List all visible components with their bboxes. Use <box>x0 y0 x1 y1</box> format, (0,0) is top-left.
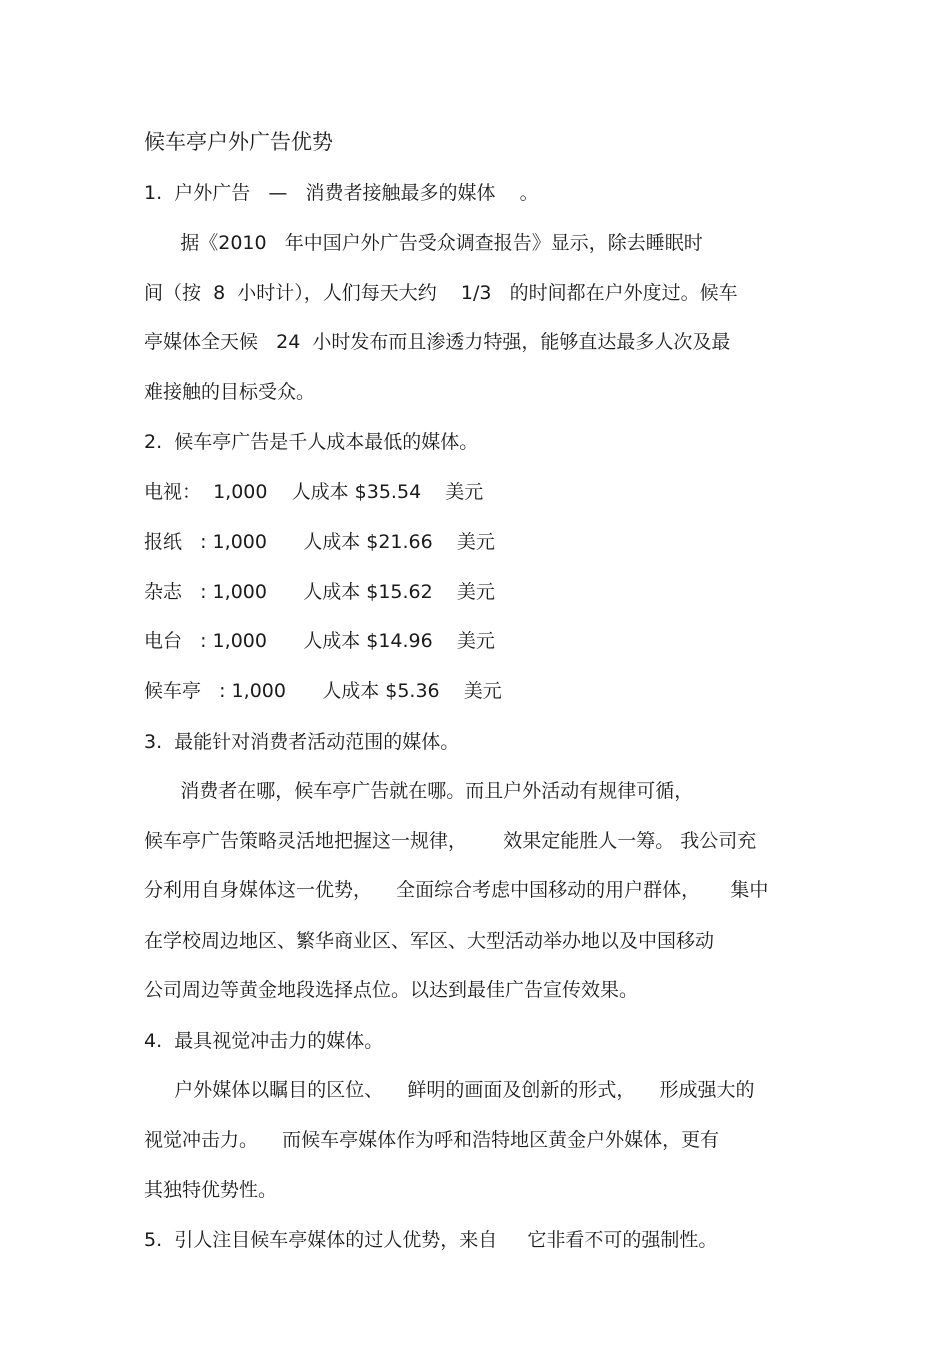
text-line: 2. 候车亭广告是千人成本最低的媒体。 <box>144 431 479 453</box>
text-line: 电台 : 1,000 人成本 $14.96 美元 <box>144 630 495 652</box>
text-line: 4. 最具视觉冲击力的媒体。 <box>144 1030 384 1052</box>
text-line: 电视： 1,000 人成本 $35.54 美元 <box>144 481 484 503</box>
text-line: 5. 引人注目候车亭媒体的过人优势，来自 它非看不可的强制性。 <box>144 1229 718 1251</box>
text-line: 3. 最能针对消费者活动范围的媒体。 <box>144 731 460 753</box>
text-line: 难接触的目标受众。 <box>144 381 316 403</box>
text-line: 亭媒体全天候 24 小时发布而且渗透力特强，能够直达最多人次及最 <box>144 331 731 353</box>
text-line: 候车亭广告策略灵活地把握这一规律， 效果定能胜人一筹。 我公司充 <box>144 830 757 852</box>
text-line: 分利用自身媒体这一优势， 全面综合考虑中国移动的用户群体， 集中 <box>144 879 769 901</box>
text-line: 消费者在哪，候车亭广告就在哪。而且户外活动有规律可循， <box>144 780 694 802</box>
text-line: 在学校周边地区、繁华商业区、军区、大型活动举办地以及中国移动 <box>144 930 715 952</box>
text-line: 视觉冲击力。 而候车亭媒体作为呼和浩特地区黄金户外媒体，更有 <box>144 1129 720 1151</box>
text-line: 其独特优势性。 <box>144 1179 278 1201</box>
text-line: 公司周边等黄金地段选择点位。以达到最佳广告宣传效果。 <box>144 979 639 1001</box>
text-line: 杂志 : 1,000 人成本 $15.62 美元 <box>144 581 495 603</box>
text-line: 间（按 8 小时计），人们每天大约 1/3 的时间都在户外度过。候车 <box>144 282 738 304</box>
page-title: 候车亭户外广告优势 <box>144 130 333 154</box>
text-line: 候车亭 : 1,000 人成本 $5.36 美元 <box>144 680 502 702</box>
text-line: 1. 户外广告 — 消费者接触最多的媒体 。 <box>144 182 539 204</box>
text-line: 户外媒体以瞩目的区位、 鲜明的画面及创新的形式， 形成强大的 <box>144 1079 755 1101</box>
text-line: 报纸 : 1,000 人成本 $21.66 美元 <box>144 531 495 553</box>
text-line: 据《2010 年中国户外广告受众调查报告》显示，除去睡眠时 <box>144 232 703 254</box>
